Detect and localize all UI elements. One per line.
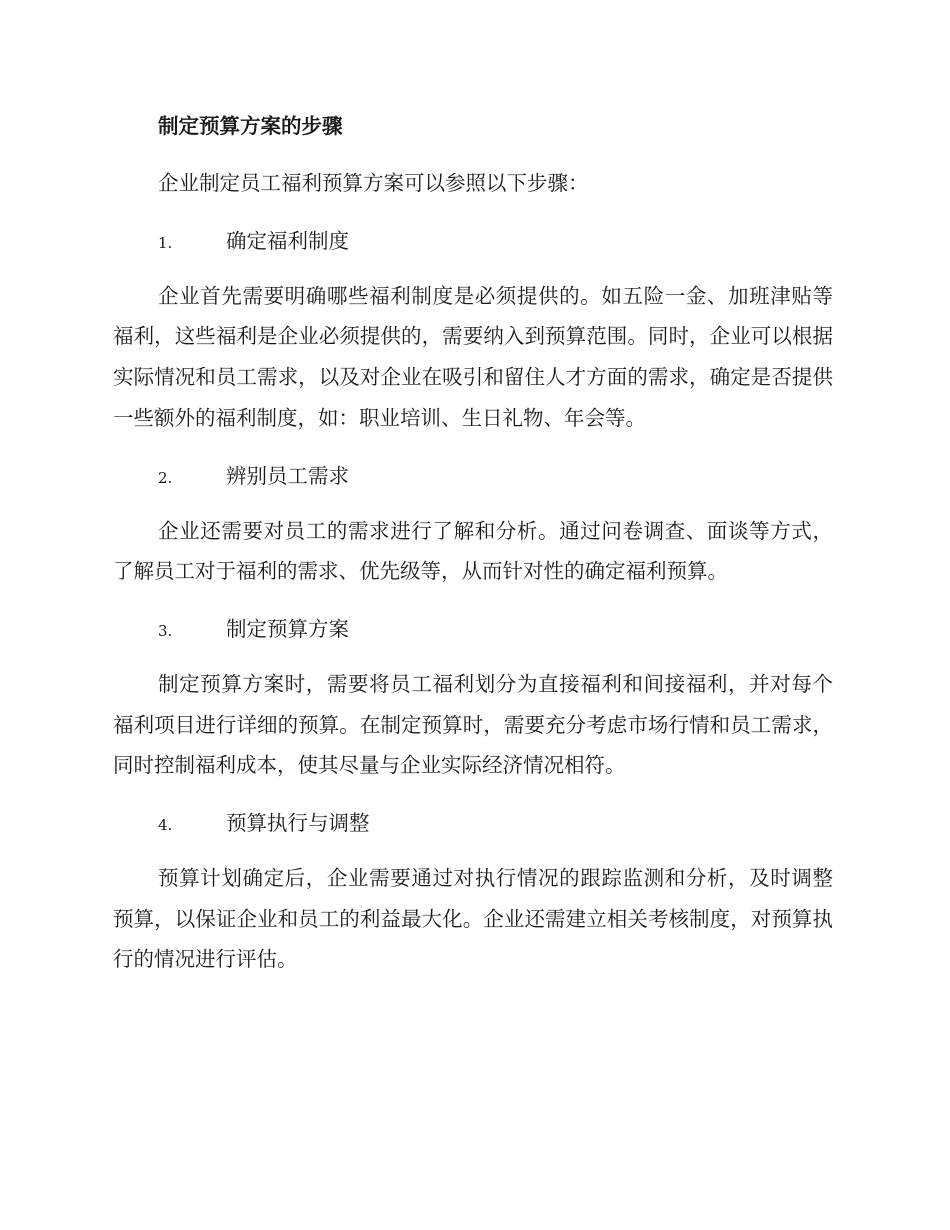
list-item-title: 预算执行与调整 bbox=[226, 811, 370, 836]
intro-paragraph: 企业制定员工福利预算方案可以参照以下步骤： bbox=[158, 171, 589, 195]
list-item-number: 3. bbox=[158, 621, 173, 640]
list-item-title: 辨别员工需求 bbox=[226, 463, 349, 488]
list-item-number: 1. bbox=[158, 233, 173, 252]
body-paragraph-3: 制定预算方案时，需要将员工福利划分为直接福利和间接福利，并对每个福利项目进行详细的预算。在制定预算时，需要充分考虑市场行情和员工需求，同时控制福利成本，使其尽量与企业实际经济情况相符。 bbox=[113, 671, 833, 778]
body-paragraph-4: 预算计划确定后，企业需要通过对执行情况的跟踪监测和分析，及时调整预算，以保证企业和员工的利益最大化。企业还需建立相关考核制度，对预算执行的情况进行评估。 bbox=[113, 866, 833, 972]
body-paragraph-2: 企业还需要对员工的需求进行了解和分析。通过问卷调查、面谈等方式，了解员工对于福利的需求、优先级等，从而针对性的确定福利预算。 bbox=[113, 518, 833, 584]
list-item-1 bbox=[158, 223, 833, 259]
list-item-2 bbox=[158, 458, 833, 494]
list-item-title: 制定预算方案 bbox=[226, 616, 349, 641]
document-heading: 制定预算方案的步骤 bbox=[158, 114, 343, 138]
document-page bbox=[113, 108, 833, 980]
list-item-number: 2. bbox=[158, 468, 173, 487]
list-item-4 bbox=[158, 805, 833, 841]
list-item-number: 4. bbox=[158, 816, 173, 835]
body-paragraph-1: 企业首先需要明确哪些福利制度是必须提供的。如五险一金、加班津贴等福利，这些福利是企业必须提供的，需要纳入到预算范围。同时，企业可以根据实际情况和员工需求，以及对企业在吸引和留住人才方面的需求，确定是否提供一些额外的福利制度，如：职业培训、生日礼物、年会等。 bbox=[113, 283, 833, 430]
list-item-title: 确定福利制度 bbox=[226, 228, 349, 253]
list-item-3 bbox=[158, 611, 833, 647]
